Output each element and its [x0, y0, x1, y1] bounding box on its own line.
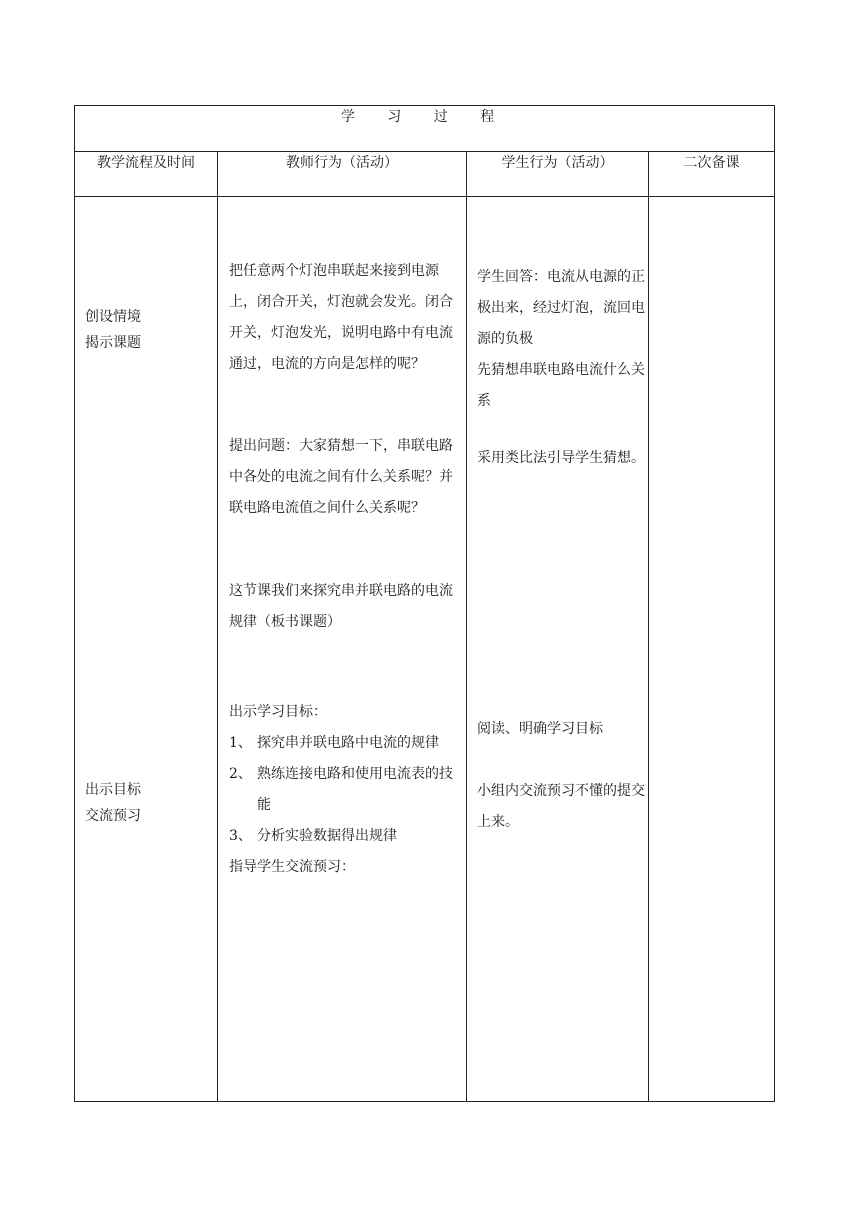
stage-2-label: 出示目标 交流预习	[85, 782, 141, 824]
teacher-text-question: 提出问题：大家猜想一下，串联电路中各处的电流之间有什么关系呢？并联电路电流值之间什么关系呢？	[229, 438, 453, 516]
goal-item: 3、 分析实验数据得出规律	[229, 828, 397, 844]
header-student-activity: 学生行为（活动）	[467, 152, 649, 197]
student-group-exchange: 小组内交流预习不懂的提交上来。	[477, 783, 645, 830]
header-row	[75, 152, 775, 197]
goal-item: 1、 探究串并联电路中电流的规律	[229, 735, 439, 751]
goals-intro: 出示学习目标：	[229, 704, 327, 720]
stage-1-label: 创设情境 揭示课题	[85, 309, 141, 351]
table-title: 学 习 过 程	[75, 106, 775, 152]
teacher-column	[218, 197, 467, 1102]
lesson-plan-table	[74, 105, 775, 1102]
student-read-goals: 阅读、明确学习目标	[477, 721, 603, 737]
teacher-text-intro: 把任意两个灯泡串联起来接到电源上，闭合开关，灯泡就会发光。闭合开关，灯泡发光，说明电路中有电流通过，电流的方向是怎样的呢？	[229, 263, 453, 372]
student-guess: 先猜想串联电路电流什么关系	[477, 362, 645, 409]
title-row	[75, 106, 775, 152]
teacher-text-topic: 这节课我们来探究串并联电路的电流规律（板书课题）	[229, 583, 453, 630]
header-teacher-activity: 教师行为（活动）	[218, 152, 467, 197]
teacher-goals	[229, 697, 461, 883]
content-row	[75, 197, 775, 1102]
process-column	[75, 197, 218, 1102]
guide-preview: 指导学生交流预习：	[229, 859, 355, 875]
goal-item: 2、 熟练连接电路和使用电流表的技能	[229, 766, 453, 813]
second-prep-column	[649, 197, 775, 1102]
header-process-time: 教学流程及时间	[75, 152, 218, 197]
student-column	[467, 197, 649, 1102]
student-analogy: 采用类比法引导学生猜想。	[477, 450, 645, 466]
header-second-prep: 二次备课	[649, 152, 775, 197]
student-answer: 学生回答：电流从电源的正极出来，经过灯泡，流回电源的负极	[477, 269, 645, 347]
